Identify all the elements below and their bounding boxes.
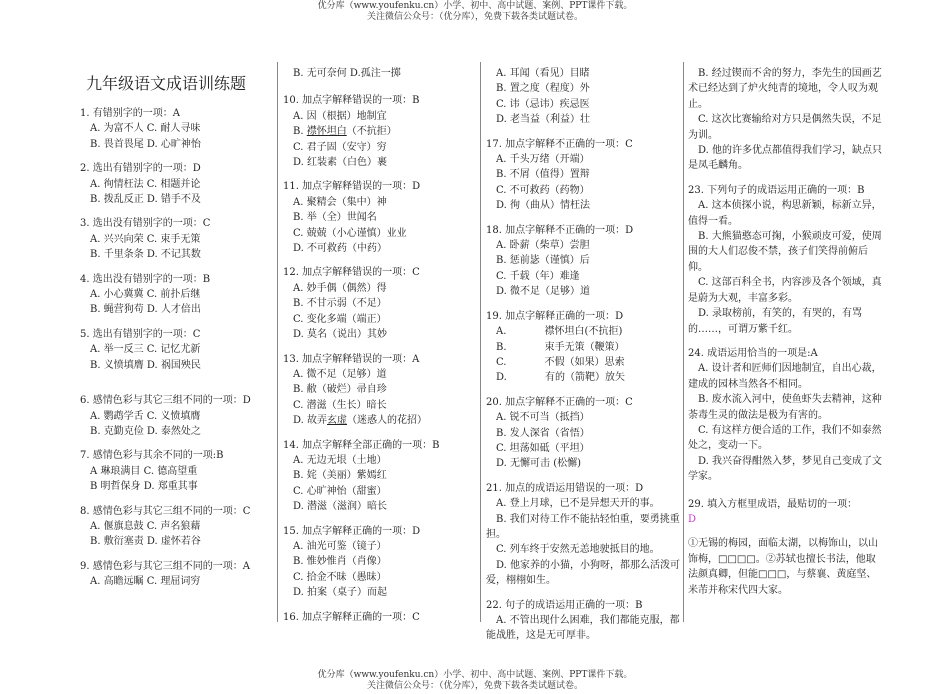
question-14	[283, 438, 479, 515]
option-row: B. 我们对待工作不能拈轻怕重，要勇挑重担。	[486, 513, 680, 540]
option-row: C. 变化多端（端正）	[293, 313, 387, 325]
question-stem: 15. 加点字解释正确的一项：D	[283, 525, 421, 537]
option-row: A. 锐不可当（抵挡）	[496, 412, 590, 424]
option-row: B. 无可奈何 D.孤注一掷	[293, 68, 401, 79]
option-row: A 琳琅满目 C. 德高望重	[90, 465, 198, 477]
option-row: A. 千头万绪（开端）	[496, 154, 590, 166]
option-row: C. 潜滋（生长）暗长	[293, 399, 387, 411]
option-row: C. 有这样方便合适的工作，我们不如泰然处之，变动一下。	[688, 424, 882, 452]
option-row: A. 耳闻（看见）目睹	[496, 68, 590, 79]
question-stem: 8. 感情色彩与其它三组不同的一项：C	[80, 505, 251, 517]
option-row: D. 不可救药（中药）	[293, 243, 388, 255]
question-20	[486, 395, 682, 472]
question-stem: 9. 感情色彩与其它三组不同的一项：A	[80, 560, 250, 572]
question-stem: 17. 加点字解释不正确的一项：C	[486, 138, 633, 150]
footer-line-1: 优分库（www.youfenku.cn）小学、初中、高中试题、案例、PPT课件下载。	[317, 670, 633, 680]
option-row: B. 惟妙惟肖（肖像）	[293, 556, 387, 568]
option-row: C. 不假（如果）思索	[496, 356, 625, 368]
column-divider	[683, 62, 684, 622]
question-stem: 29. 填入方框里成语，最贴切的一项：	[688, 498, 858, 510]
option-row: A. 小心冀冀 C. 前扑后继	[90, 289, 201, 301]
option-row: B. 姹（美丽）紫嫣红	[293, 470, 387, 482]
question-16	[283, 610, 479, 625]
column-divider	[277, 62, 278, 622]
question-passage: ①无锡的梅园，面临太湖，以梅饰山，以山饰梅，□□□□。②苏轼也擅长书法，他取法颜真卿，但能□□□，与蔡襄、黄庭坚、米芾并称宋代四大家。	[688, 538, 878, 596]
option-row: A. 不管出现什么困难，我们都能克服，都能战胜，这是无可厚非。	[486, 615, 680, 642]
question-stem: 3. 选出没有错别字的一项：C	[80, 218, 211, 230]
option-row: B 明哲保身 D. 郑重其事	[90, 481, 198, 493]
question-23	[688, 183, 884, 337]
option-row: B. 蝇营狗苟 D. 人才倍出	[90, 304, 201, 316]
page-footer	[0, 670, 950, 692]
option-row: C. 千载（年）难逢	[496, 270, 580, 282]
option-row	[283, 124, 479, 139]
option-row: A. 举一反三 C. 记忆尤新	[90, 344, 201, 356]
question-12	[283, 265, 479, 342]
option-row: D. 莫名（说出）其妙	[293, 329, 388, 341]
question-stem: 7. 感情色彩与其余不同的一项:B	[80, 450, 224, 462]
question-stem: 1. 有错别字的一项：A	[80, 108, 180, 119]
question-13	[283, 352, 479, 429]
option-row	[283, 413, 479, 428]
question-stem: 12. 加点字解释错误的一项：C	[283, 267, 420, 279]
column-4	[688, 66, 884, 598]
option-row: C. 这部百科全书，内容涉及各个领域，真是蔚为大观，丰富多彩。	[688, 277, 882, 304]
option-row: C. 君子固（安守）穷	[293, 141, 387, 153]
column-1	[80, 66, 276, 590]
option-row: C. 列车终于安然无恙地驶抵目的地。	[496, 544, 660, 556]
option-row: C. 讳（忌讳）疾忌医	[496, 98, 590, 110]
column-2	[283, 66, 479, 625]
question-stem: 18. 加点字解释不正确的一项：D	[486, 224, 634, 236]
column-divider	[480, 62, 481, 622]
header-line-2: 关注微信公众号：（优分库），免费下载各类试题试卷。	[366, 12, 583, 22]
option-row: C. 兢兢（小心谨慎）业业	[293, 227, 407, 239]
option-row: A. 偃旗息鼓 C. 声名狼藉	[90, 520, 201, 532]
option-row: B. 畏首畏尾 D. 心旷神怡	[90, 138, 201, 150]
option-row: B. 发人深省（省悟）	[496, 427, 590, 439]
question-19	[486, 309, 682, 386]
header-line-1: 优分库（www.youfenku.cn）小学、初中、高中试题、案例、PPT课件下载。	[317, 1, 633, 11]
option-row: B. 束手无策（鞭策）	[496, 341, 625, 353]
question-7	[80, 448, 276, 494]
option-row: D. 潜滋（滋润）暗长	[293, 501, 388, 513]
option-row: D. 他的许多优点都值得我们学习，缺点只是凤毛麟角。	[688, 145, 883, 172]
option-row: D. 徇（曲从）情枉法	[496, 200, 591, 212]
option-row: D. 我兴奋得酣然入梦，梦见自己变成了文学家。	[688, 455, 883, 483]
question-stem: 13. 加点字解释错误的一项：A	[283, 353, 420, 365]
option-row: A. 高瞻远瞩 C. 理屈词穷	[90, 576, 201, 588]
option-row: B. 敷衍塞责 D. 虚怀若谷	[90, 536, 201, 548]
question-stem: 14. 加点字解释全部正确的一项：B	[283, 439, 440, 451]
option-row: D. 无懈可击 (松懈)	[496, 458, 581, 470]
option-row: B. 置之度（程度）外	[496, 83, 590, 95]
option-row: C. 心旷神怡（甜蜜）	[293, 485, 387, 497]
option-label: D. 故弄	[293, 415, 328, 427]
question-2	[80, 161, 276, 207]
question-22	[486, 598, 682, 644]
option-row: D. 他家养的小猫，小狗呀，都那么活泼可爱，栩栩如生。	[486, 559, 681, 587]
option-row: A. 徇情枉法 C. 相题并论	[90, 178, 201, 190]
option-row: D. 老当益（利益）壮	[496, 114, 591, 126]
option-label: B.	[293, 126, 307, 138]
underlined-idiom: 玄虚	[327, 415, 348, 427]
option-row: B. 举（全）世闻名	[293, 212, 377, 224]
question-stem: 20. 加点字解释不正确的一项：C	[486, 396, 633, 408]
question-stem: 22. 句子的成语运用正确的一项：B	[486, 599, 643, 611]
option-row: C. 拾金不昧（愚昧）	[293, 571, 387, 583]
option-row: C. 不可救药（药物）	[496, 184, 590, 196]
option-row: D. 微不足（足够）道	[496, 286, 591, 298]
option-row: B. 惩前毖（谨慎）后	[496, 255, 590, 267]
underlined-idiom: 襟怀坦白	[306, 126, 347, 138]
option-row: A. 微不足（足够）道	[293, 368, 387, 380]
question-10	[283, 93, 479, 170]
option-row: A. 登上月球，已不是异想天开的事。	[496, 498, 660, 510]
option-row: B. 千里条条 D. 不记其数	[90, 249, 201, 261]
question-3	[80, 216, 276, 262]
option-row: B. 不屑（值得）置辩	[496, 169, 590, 181]
question-stem: 5. 选出有错别字的一项：C	[80, 328, 201, 340]
option-row: C. 坦荡如砥（平坦）	[496, 442, 590, 454]
page-title: 九年级语文成语训练题	[86, 74, 247, 93]
question-8	[80, 504, 276, 550]
question-stem: 4. 选出没有错别字的一项：B	[80, 273, 211, 285]
option-row: B. 不甘示弱（不足）	[293, 298, 387, 310]
question-1	[80, 106, 276, 152]
question-18	[486, 223, 682, 300]
question-24	[688, 346, 884, 485]
option-row: A. 鹦鹉学舌 C. 义愤填膺	[90, 410, 201, 422]
option-row: B. 拨乱反正 D. 错手不及	[90, 194, 201, 206]
option-row: D. 录取榜前，有笑的，有哭的，有骂的……，可谓万紫千红。	[688, 308, 863, 335]
option-gloss: （不抗拒）	[346, 126, 397, 138]
question-6	[80, 393, 276, 439]
option-gloss: （迷惑人的花招）	[347, 415, 428, 427]
option-row: A. 卧薪（柴草）尝胆	[496, 240, 590, 252]
question-stem: 2. 选出有错别字的一项：D	[80, 163, 201, 175]
option-row: B. 废水流入河中，使鱼虾失去精神，这种荼毒生灵的做法是极为有害的。	[688, 394, 882, 421]
question-9	[80, 559, 276, 590]
option-row: C. 这次比赛输给对方只是偶然失误，不足为训。	[688, 114, 882, 141]
option-row: D. 拍案（桌子）而起	[293, 587, 388, 599]
option-row: A. 设计者和匠师们因地制宜，自出心裁，建成的园林当然各不相同。	[688, 363, 882, 390]
question-11	[283, 179, 479, 256]
question-17	[486, 137, 682, 214]
question-4	[80, 272, 276, 318]
option-row: B. 大熊猫憨态可掬，小猴顽皮可爱，使周围的大人们忍俊不禁，孩子们笑得前俯后仰。	[688, 231, 882, 273]
option-row: A. 这本侦探小说，构思新颖，标新立异，值得一看。	[688, 200, 882, 227]
column-3	[486, 66, 682, 644]
page-header	[0, 1, 950, 23]
answer-mark: D	[688, 513, 697, 525]
option-row: D. 有的（箭靶）放矢	[496, 372, 625, 384]
question-stem: 11. 加点字解释错误的一项：D	[283, 181, 421, 193]
question-stem: 19. 加点字解释正确的一项：D	[486, 310, 624, 322]
question-stem: 23. 下列句子的成语运用正确的一项：B	[688, 184, 865, 196]
option-row: A. 聚精会（集中）神	[293, 196, 387, 208]
option-row: A. 无边无垠（土地）	[293, 454, 387, 466]
option-row: B. 义愤填膺 D. 祸国殃民	[90, 359, 201, 371]
question-stem: 21. 加点的成语运用错误的一项：D	[486, 482, 644, 494]
option-row: A. 因（根据）地制宜	[293, 110, 387, 122]
question-15	[283, 524, 479, 601]
footer-line-2: 关注微信公众号：（优分库），免费下载各类试题试卷。	[366, 681, 583, 691]
question-5	[80, 327, 276, 373]
option-row: A. 襟怀坦白(不抗拒)	[496, 326, 623, 338]
question-29	[688, 497, 884, 598]
question-stem: 6. 感情色彩与其它三组不同的一项：D	[80, 395, 251, 407]
option-row: A. 为富不人 C. 耐人寻味	[90, 123, 201, 135]
question-stem: 10. 加点字解释错误的一项：B	[283, 95, 420, 107]
option-row: B. 克勤克俭 D. 泰然处之	[90, 425, 201, 437]
option-row: B. 经过锲而不舍的努力，李先生的国画艺术已经达到了炉火纯青的境地，令人叹为观止。	[688, 68, 882, 110]
question-21	[486, 481, 682, 589]
option-row: D. 红装素（白色）裹	[293, 157, 388, 169]
option-row: A. 油光可鉴（镜子）	[293, 540, 387, 552]
question-stem: 16. 加点字解释正确的一项：C	[283, 611, 420, 623]
option-row: B. 敝（破烂）帚自珍	[293, 384, 387, 396]
question-stem: 24. 成语运用恰当的一项是:A	[688, 347, 818, 359]
option-row: A. 妙手偶（偶然）得	[293, 282, 387, 294]
option-row: A. 兴兴向荣 C. 束手无策	[90, 233, 201, 245]
